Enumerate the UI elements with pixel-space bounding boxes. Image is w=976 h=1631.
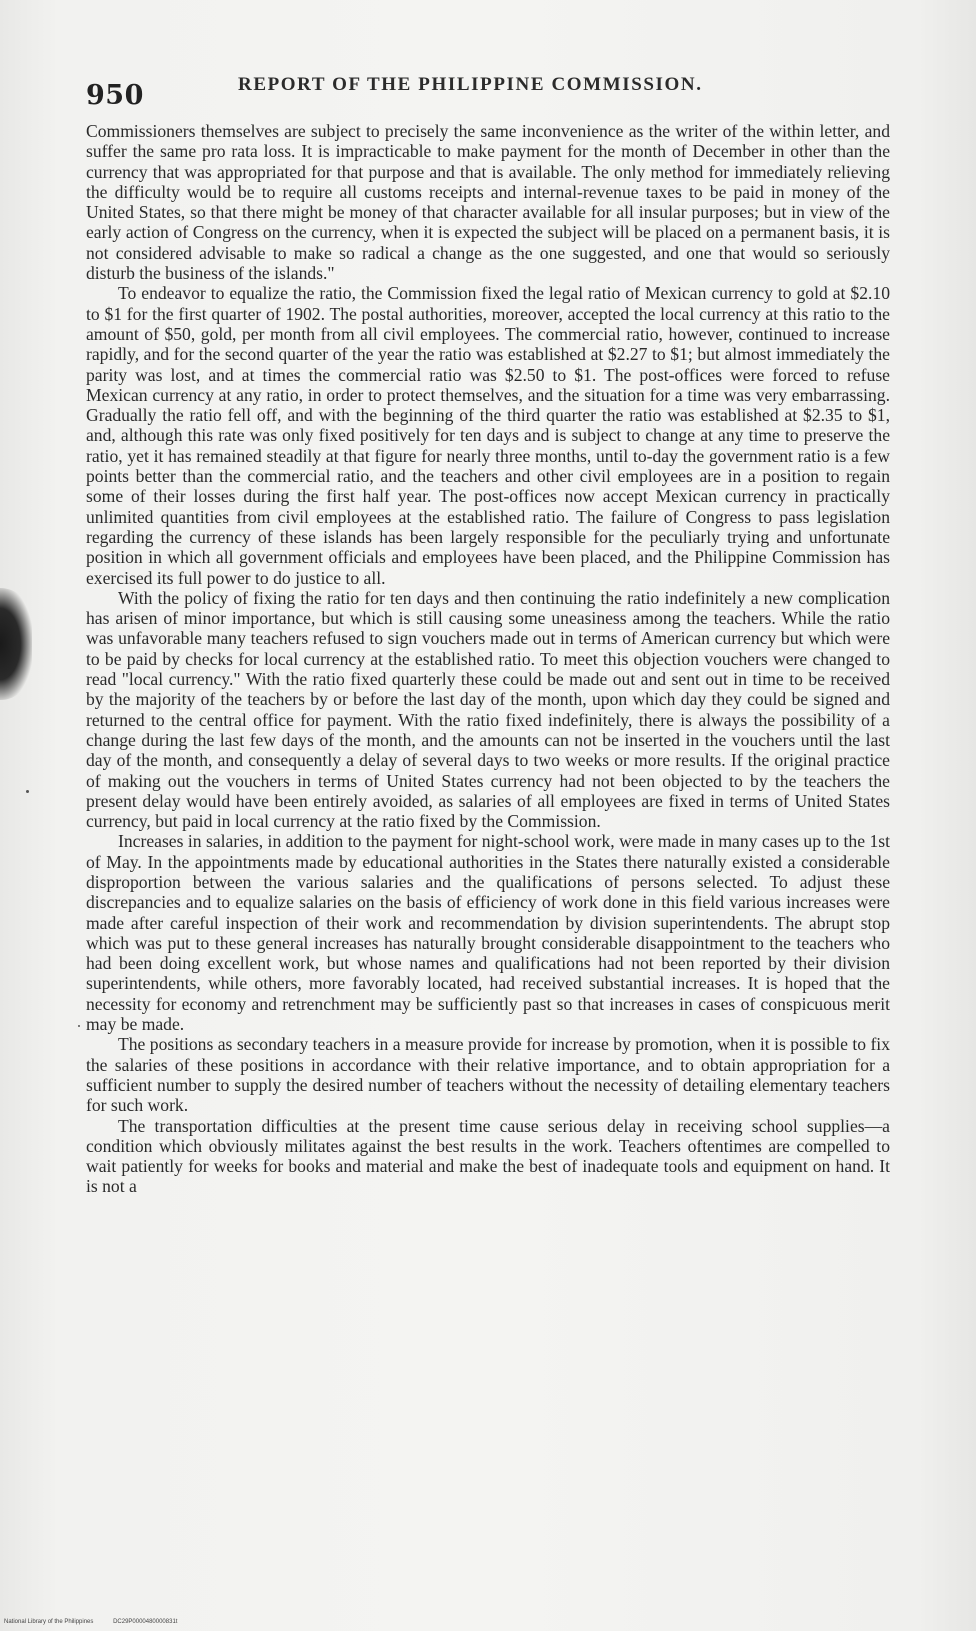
scan-speck [78, 1025, 80, 1027]
paragraph-6: The transportation difficulties at the present time cause serious delay in receiving school supplies—a condition which obviously militates against the best results in the work. Teachers oftentimes are compelled to wait patiently for weeks for books and material and make the best of inadequate tools and equipment on hand. It is not a [86, 1115, 890, 1197]
footer-library: National Library of the Philippines [4, 1619, 94, 1625]
paragraph-3: With the policy of fixing the ratio for ten days and then continuing the ratio indefinitely a new complication has arisen of minor importance, but which is still causing some uneasiness among the teachers. While the ratio was unfavorable many teachers refused to sign vouchers made out in terms of American currency but which were to be paid by checks for local currency at the established ratio. To meet this objection vouchers were changed to read "local currency." With the ratio fixed quarterly these could be made out and sent out in time to be received by the majority of the teachers by or before the last day of the month, upon which day they could be signed and returned to the central office for payment. With the ratio fixed indefinitely, there is always the possibility of a change during the last few days of the month, and the amounts can not be inserted in the vouchers until the last day of the month, and consequently a delay of several days to two weeks or more results. If the original practice of making out the vouchers in terms of United States currency had not been objected to by the teachers the present delay would have been entirely avoided, as salaries of all employees are fixed in terms of United States currency, but paid in local currency at the ratio fixed by the Commission. [86, 587, 890, 832]
footer-code: DC29P0000480000831t [113, 1619, 178, 1625]
scan-footer [4, 1619, 195, 1625]
running-head: REPORT OF THE PHILIPPINE COMMISSION. [238, 74, 703, 95]
body-text [86, 121, 890, 1197]
scan-speck [26, 790, 29, 793]
page-header [86, 72, 886, 112]
paragraph-2: To endeavor to equalize the ratio, the Commission fixed the legal ratio of Mexican currency to gold at $2.10 to $1 for the first quarter of 1902. The postal authorities, moreover, accepted the local currency at this ratio to the amount of $50, gold, per month from all civil employees. The commercial ratio, however, continued to increase rapidly, and for the second quarter of the year the ratio was established at $2.27 to $1; but almost immediately the parity was lost, and at times the commercial ratio was $2.50 to $1. The post-offices were forced to refuse Mexican currency at any ratio, in order to protect themselves, and the situation for a time was very embarrassing. Gradually the ratio fell off, and with the beginning of the third quarter the ratio was established at $2.35 to $1, and, although this rate was only fixed positively for ten days and is subject to change at any time to preserve the ratio, yet it has remained steadily at that figure for nearly three months, until to-day the government ratio is a few points better than the commercial ratio, and the teachers and other civil employees are in a position to regain some of their losses during the first half year. The post-offices now accept Mexican currency in practically unlimited quantities from civil employees at the established ratio. The failure of Congress to pass legislation regarding the currency of these islands has been largely responsible for the peculiarly trying and unfortunate position in which all government officials and employees have been placed, and the Philippine Commission has exercised its full power to do justice to all. [86, 283, 890, 588]
paragraph-4: Increases in salaries, in addition to the payment for night-school work, were made in many cases up to the 1st of May. In the appointments made by educational authorities in the States there naturally existed a considerable disproportion between the various salaries and the qualifications of persons selected. To adjust these discrepancies and to equalize salaries on the basis of efficiency of work done in this field various increases were made after careful inspection of their work and recommendation by division superintendents. The abrupt stop which was put to these general increases has naturally brought considerable disappointment to the teachers who had been doing excellent work, but whose names and qualifications had not been reported by their division superintendents, while others, more favorably located, had received substantial increases. It is hoped that the necessity for economy and retrenchment may be sufficiently past so that increases in cases of conspicuous merit may be made. [86, 831, 890, 1035]
paragraph-5: The positions as secondary teachers in a measure provide for increase by promotion, when it is possible to fix the salaries of these positions in accordance with their relative importance, and to obtain appropriation for a sufficient number to supply the desired number of teachers without the necessity of detailing elementary teachers for such work. [86, 1034, 890, 1116]
page-number: 950 [86, 80, 144, 111]
paragraph-1: Commissioners themselves are subject to precisely the same inconvenience as the writer of the within letter, and suffer the same pro rata loss. It is impracticable to make payment for the month of December in other than the currency that was appropriated for that purpose and that is available. The only method for immediately relieving the difficulty would be to require all customs receipts and internal-revenue taxes to be paid in money of the United States, so that there might be money of that character available for all insular purposes; but in view of the early action of Congress on the currency, when it is expected the subject will be placed on a permanent basis, it is not considered advisable to make so radical a change as the one suggested, and one that would so seriously disturb the business of the islands." [86, 121, 890, 284]
binding-shadow [0, 588, 32, 700]
